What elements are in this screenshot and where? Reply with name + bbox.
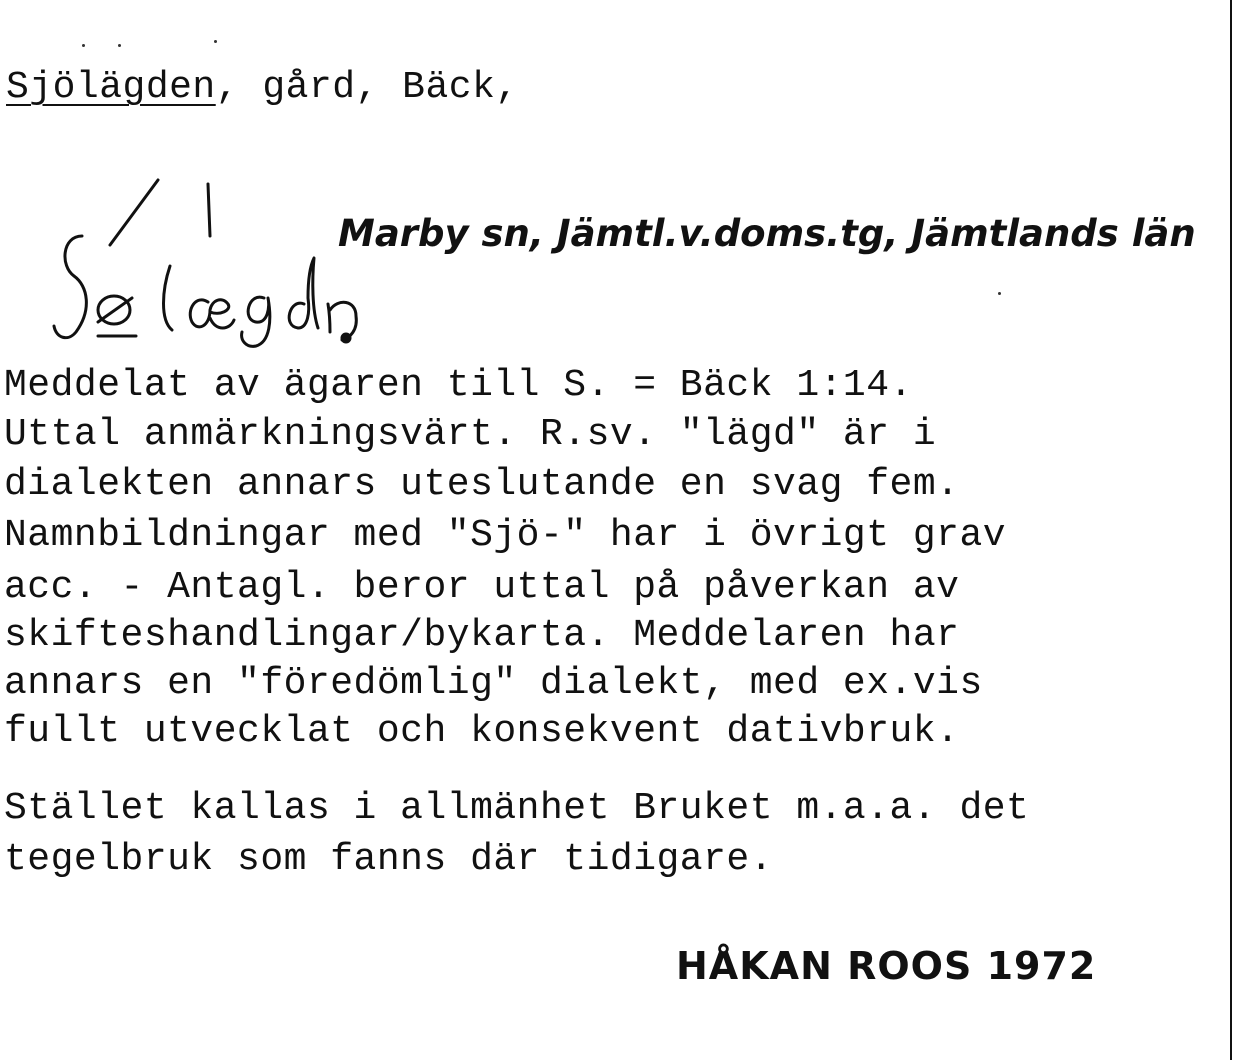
handwritten-phonetic-form xyxy=(40,170,380,360)
author-stamp: HÅKAN ROOS 1972 xyxy=(676,944,1097,988)
headword: Sjölägden xyxy=(6,66,216,109)
note-line: acc. - Antagl. beror uttal på påverkan av xyxy=(4,566,960,609)
note-line: Namnbildningar med "Sjö-" har i övrigt grav xyxy=(4,514,1007,557)
note-line: dialekten annars uteslutande en svag fem. xyxy=(4,463,960,506)
note-line: tegelbruk som fanns där tidigare. xyxy=(4,838,774,881)
card-heading xyxy=(6,66,519,109)
note-line: skifteshandlingar/bykarta. Meddelaren har xyxy=(4,614,960,657)
note-line: fullt utvecklat och konsekvent dativbruk. xyxy=(4,710,960,753)
note-line: Uttal anmärkningsvärt. R.sv. "lägd" är i xyxy=(4,413,937,456)
note-line: annars en "föredömlig" dialekt, med ex.vis xyxy=(4,662,983,705)
heading-rest: , gård, Bäck, xyxy=(215,66,519,109)
note-line: Meddelat av ägaren till S. = Bäck 1:14. xyxy=(4,364,913,407)
card-edge-line xyxy=(1230,0,1232,1060)
speck-mark xyxy=(118,44,121,47)
speck-mark xyxy=(214,40,217,43)
note-line: Stället kallas i allmänhet Bruket m.a.a. det xyxy=(4,787,1030,830)
speck-mark xyxy=(998,292,1001,295)
location-stamp: Marby sn, Jämtl.v.doms.tg, Jämtlands län xyxy=(338,212,1196,255)
speck-mark xyxy=(82,44,85,47)
